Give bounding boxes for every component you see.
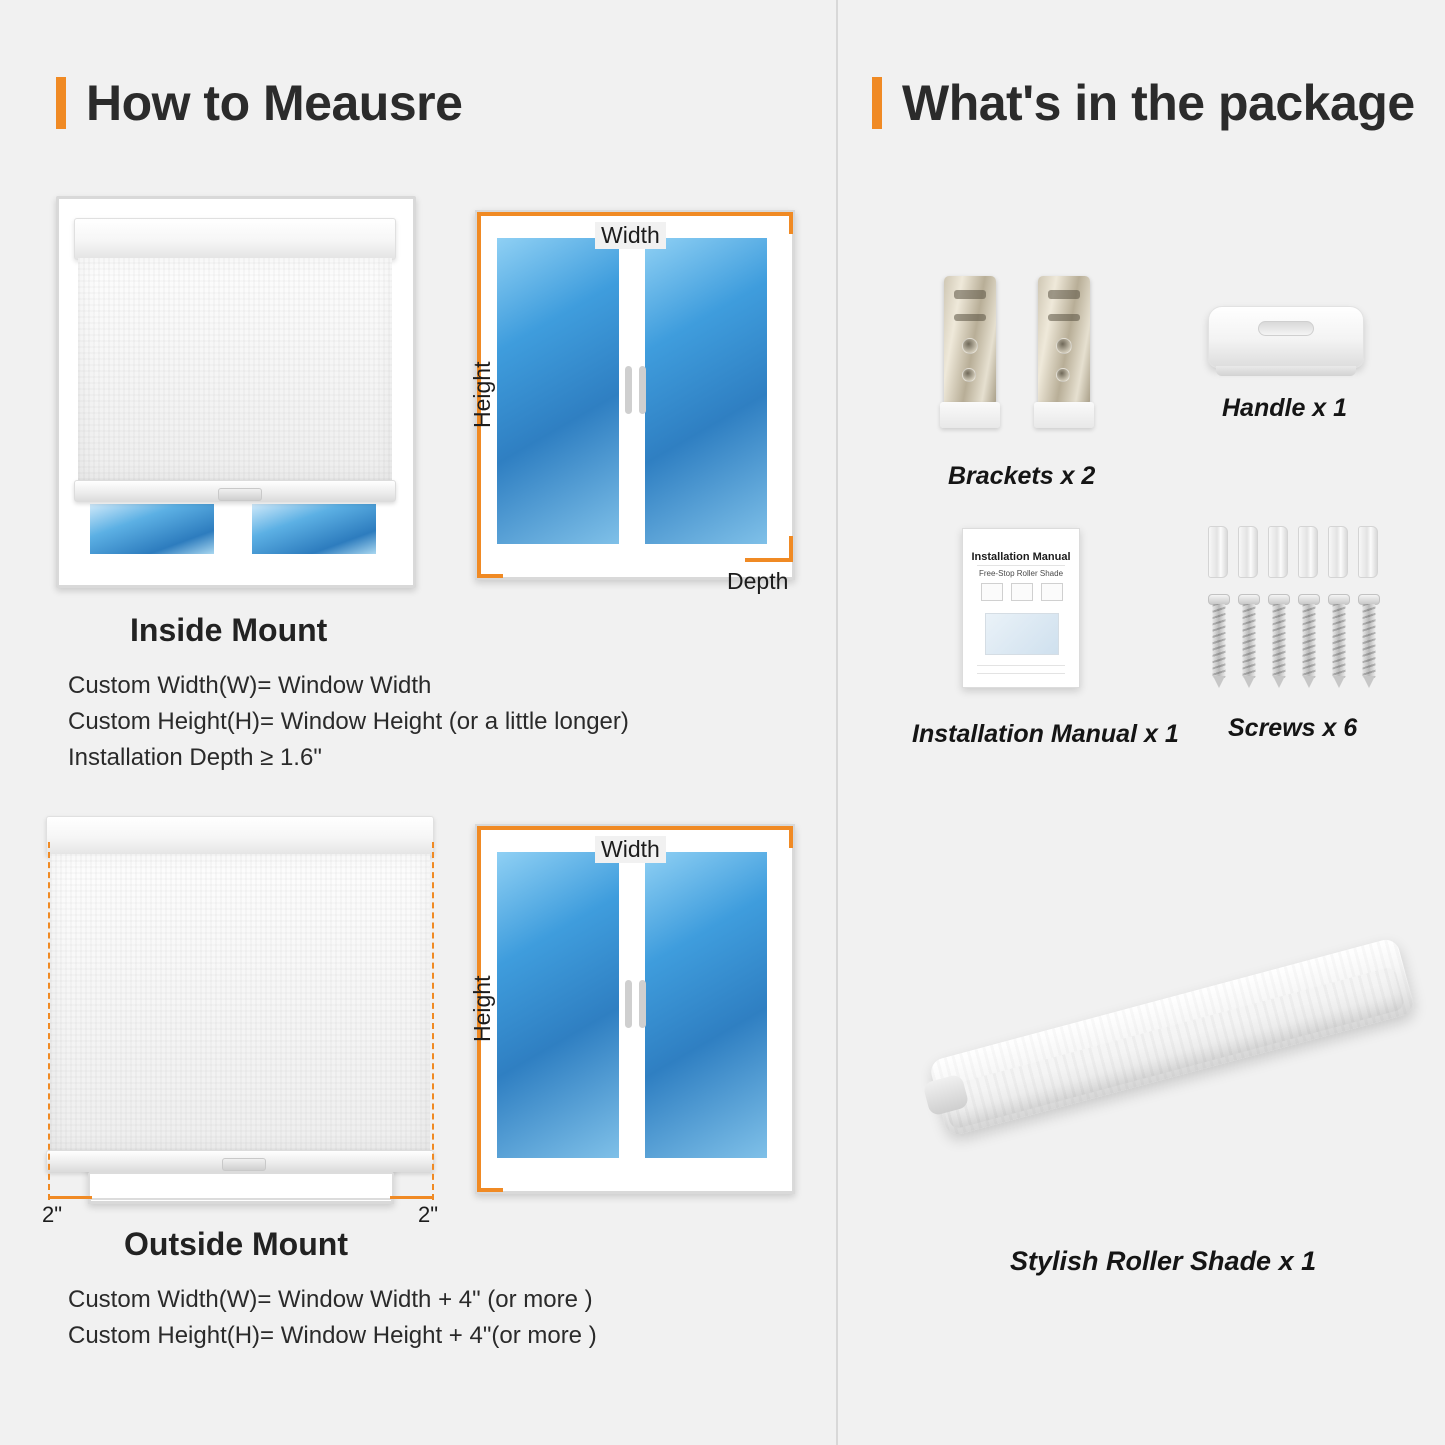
shade-headrail [46, 816, 434, 856]
window-sill [88, 1172, 394, 1200]
outside-mount-shade-illustration [36, 808, 444, 1227]
width-marker-line [477, 826, 793, 830]
heading-package-text: What's in the package [902, 75, 1415, 131]
screw-tip [1273, 676, 1285, 688]
bracket-screw-hole [1056, 338, 1072, 354]
window-mullion [214, 496, 252, 562]
width-label: Width [595, 222, 666, 249]
screw [1207, 594, 1231, 690]
window-glass-left [497, 238, 619, 544]
width-label: Width [595, 836, 666, 863]
screw [1297, 594, 1321, 690]
wall-anchor [1298, 526, 1318, 578]
wall-anchor [1358, 526, 1378, 578]
bracket-body-2 [1038, 276, 1090, 406]
window-glass-right [252, 504, 376, 554]
inside-mount-line-3: Installation Depth ≥ 1.6" [68, 744, 322, 771]
wall-anchor [1238, 526, 1258, 578]
manual-rule [977, 565, 1065, 566]
handle-grip-slot [1258, 321, 1314, 336]
screw [1327, 594, 1351, 690]
width-marker-tick-right [789, 212, 793, 234]
outside-mount-measure-diagram [455, 810, 805, 1210]
package-brackets [930, 268, 1120, 448]
outside-mount-line-1: Custom Width(W)= Window Width + 4" (or more ) [68, 1286, 593, 1313]
window-handle-right [639, 366, 646, 414]
height-label: Height [469, 975, 495, 1042]
inside-mount-measure-diagram [455, 196, 805, 596]
screw-shaft [1333, 604, 1346, 678]
bracket-screw-hole [1056, 368, 1070, 382]
screw-tip [1363, 676, 1375, 688]
screw-shaft [1243, 604, 1256, 678]
bracket-base-2 [1034, 402, 1094, 428]
inside-mount-shade-illustration [56, 196, 416, 588]
shade-headrail [74, 218, 396, 260]
manual-diagram-box [1011, 583, 1033, 601]
manual-rule [977, 665, 1065, 666]
overhang-label-right: 2" [418, 1202, 439, 1227]
window-glass-left [497, 852, 619, 1158]
overhang-label-left: 2" [42, 1202, 63, 1227]
heading-measure-text: How to Meausre [86, 75, 463, 131]
width-marker-line [477, 212, 793, 216]
depth-label: Depth [727, 568, 789, 594]
overhang-tick-right [390, 1196, 434, 1199]
shade-pull-handle [218, 488, 262, 501]
depth-marker-tick [789, 536, 793, 562]
manual-diagram-box [981, 583, 1003, 601]
screw-tip [1213, 676, 1225, 688]
bracket-slot [954, 314, 986, 321]
wall-anchor [1268, 526, 1288, 578]
heading-how-to-measure [56, 74, 462, 132]
roller-shade-label: Stylish Roller Shade x 1 [1010, 1246, 1317, 1276]
wall-anchor [1328, 526, 1348, 578]
shade-fabric [50, 854, 430, 1150]
bracket-slot [1048, 290, 1080, 299]
inside-mount-line-2: Custom Height(H)= Window Height (or a little longer) [68, 708, 629, 735]
manual-label: Installation Manual x 1 [912, 720, 1179, 748]
bracket-slot [1048, 314, 1080, 321]
manual-title: Installation Manual [971, 551, 1071, 563]
overhang-guide-left [48, 842, 50, 1200]
window-handle-left [625, 980, 632, 1028]
bracket-screw-hole [962, 368, 976, 382]
screw-tip [1243, 676, 1255, 688]
window-glass-left [90, 504, 214, 554]
window-glass-right [645, 238, 767, 544]
roller-shade-product [920, 880, 1420, 1190]
outside-mount-line-2: Custom Height(H)= Window Height + 4"(or more ) [68, 1322, 597, 1349]
screw [1267, 594, 1291, 690]
handle-label: Handle x 1 [1222, 394, 1348, 422]
shade-fabric [78, 258, 392, 480]
screw [1237, 594, 1261, 690]
depth-marker-line [745, 558, 793, 562]
bracket-screw-hole [962, 338, 978, 354]
accent-bar [56, 77, 66, 129]
window-handle-right [639, 980, 646, 1028]
height-marker-tick-bottom [477, 1188, 503, 1192]
overhang-guide-right [432, 842, 434, 1200]
column-divider [836, 0, 838, 1445]
screw-tip [1333, 676, 1345, 688]
height-marker-tick-bottom [477, 574, 503, 578]
shade-pull-handle [222, 1158, 266, 1171]
window-handle-left [625, 366, 632, 414]
heading-whats-in-package [872, 74, 1415, 132]
package-screws [1204, 526, 1384, 696]
outside-mount-title: Outside Mount [124, 1226, 348, 1262]
bracket-slot [954, 290, 986, 299]
screws-label: Screws x 6 [1228, 714, 1358, 742]
bracket-base-1 [940, 402, 1000, 428]
bracket-body-1 [944, 276, 996, 406]
manual-diagram-box [1041, 583, 1063, 601]
handle-part [1208, 306, 1364, 368]
overhang-tick-left [48, 1196, 92, 1199]
handle-base [1216, 366, 1356, 376]
wall-anchor [1208, 526, 1228, 578]
manual-subtitle: Free-Stop Roller Shade [978, 569, 1064, 578]
manual-rule [977, 673, 1065, 674]
screw-shaft [1303, 604, 1316, 678]
window-glass-right [645, 852, 767, 1158]
accent-bar [872, 77, 882, 129]
brackets-label: Brackets x 2 [948, 462, 1096, 490]
inside-mount-title: Inside Mount [130, 612, 328, 648]
height-label: Height [469, 361, 495, 428]
screw [1357, 594, 1381, 690]
manual-illustration [985, 613, 1059, 655]
inside-mount-line-1: Custom Width(W)= Window Width [68, 672, 432, 699]
screw-shaft [1363, 604, 1376, 678]
screw-tip [1303, 676, 1315, 688]
screw-shaft [1273, 604, 1286, 678]
screw-shaft [1213, 604, 1226, 678]
installation-manual [962, 528, 1080, 688]
width-marker-tick-right [789, 826, 793, 848]
